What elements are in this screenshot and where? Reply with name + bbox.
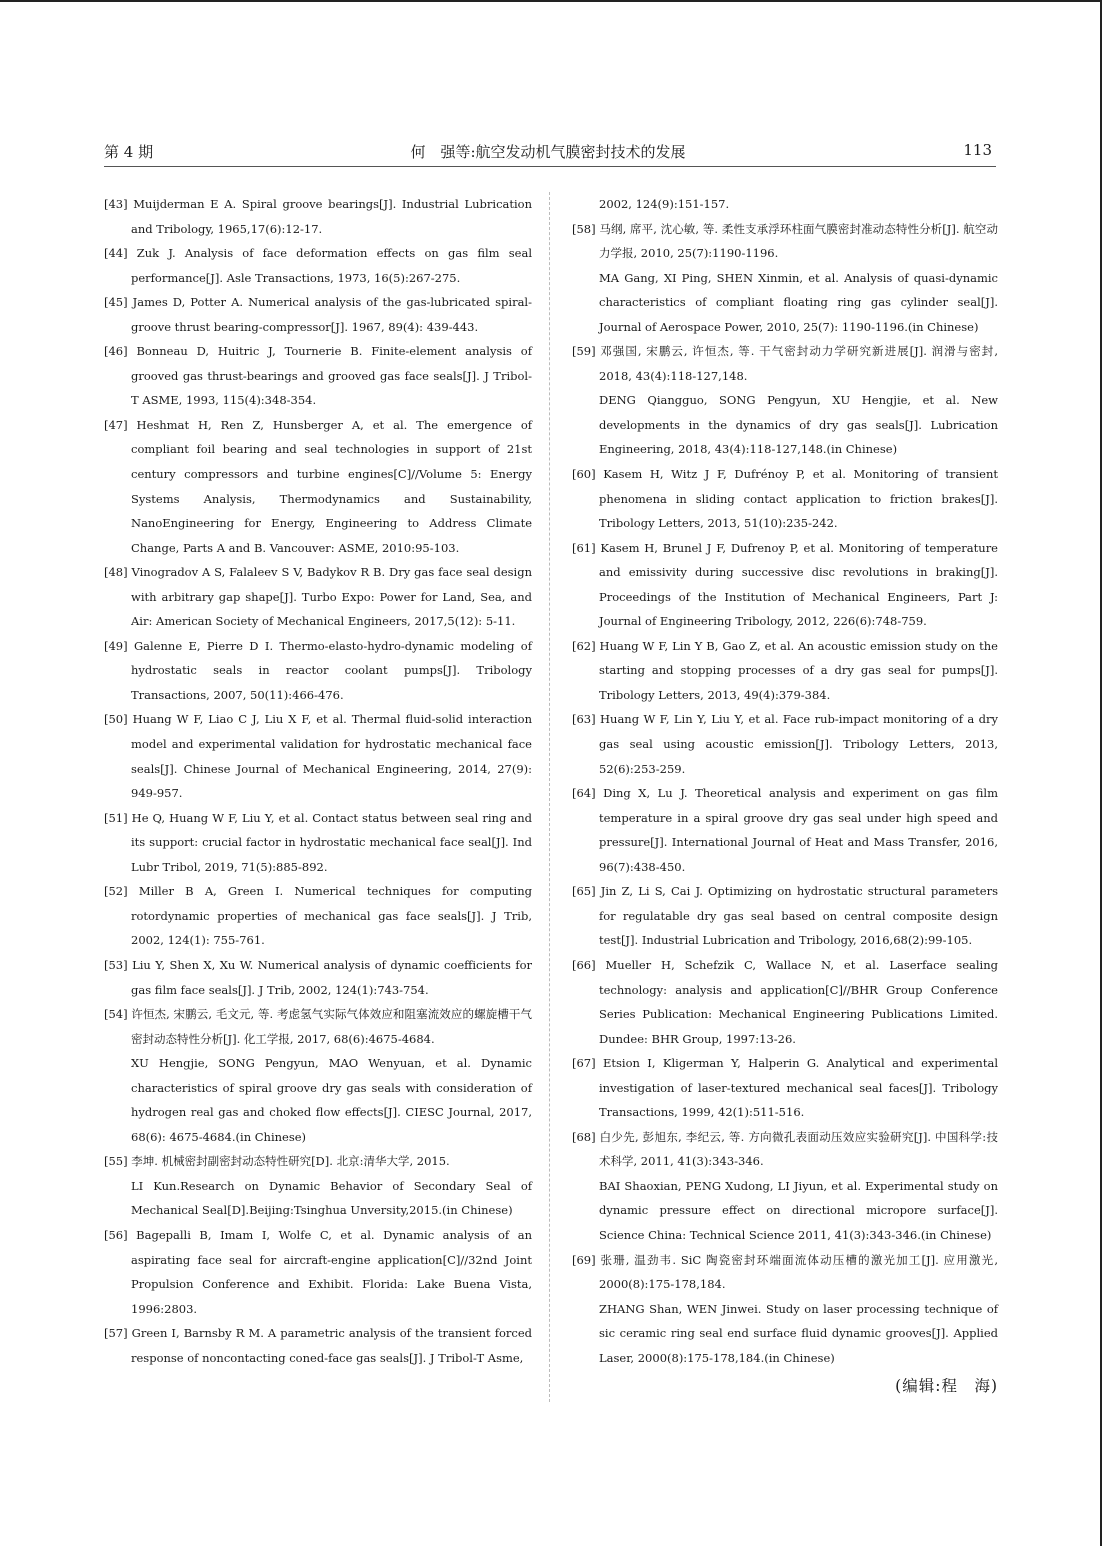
reference-entry: [68] 白少先, 彭旭东, 李纪云, 等. 方向微孔表面动压效应实验研究[J]. 中国科学:技术科学, 2011, 41(3):343-346. xyxy=(572,1129,998,1169)
reference-entry: [43] Muijderman E A. Spiral groove bearings[J]. Industrial Lubrication and Tribology, 1965,17(6):12-17. xyxy=(104,197,532,236)
reference-entry: [48] Vinogradov A S, Falaleev S V, Badykov R B. Dry gas face seal design with arbitrary gap shape[J]. Turbo Expo: Power for Land, Sea, and Air: American Society of Mechanical Engineers, 2017,5(12): 5-11. xyxy=(104,565,532,629)
editor-note: (编辑:程 海) xyxy=(895,1377,998,1396)
reference-entry: [46] Bonneau D, Huitric J, Tournerie B. Finite-element analysis of grooved gas thrust-bearings and grooved gas face seals[J]. J Tribol-T ASME, 1993, 115(4):348-354. xyxy=(104,344,532,408)
page-border-top xyxy=(0,0,1102,2)
article-title: 何 强等:航空发动机气膜密封技术的发展 xyxy=(410,143,686,161)
reference-english-translation: ZHANG Shan, WEN Jinwei. Study on laser processing technique of sic ceramic ring seal end surface fluid dynamic grooves[J]. Applied Laser, 2000(8):175-178,184.(in Chinese) xyxy=(599,1301,998,1365)
reference-english-translation: LI Kun.Research on Dynamic Behavior of Secondary Seal of Mechanical Seal[D].Beijing:Tsinghua Unversity,2015.(in Chinese) xyxy=(131,1178,532,1218)
reference-entry: [64] Ding X, Lu J. Theoretical analysis and experiment on gas film temperature in a spiral groove dry gas seal under high speed and pressure[J]. International Journal of Heat and Mass Transfer, 2016, 96(7):438-450. xyxy=(572,786,998,874)
reference-entry: [69] 张珊, 温劲韦. SiC 陶瓷密封环端面流体动压槽的激光加工[J]. 应用激光, 2000(8):175-178,184. xyxy=(572,1252,998,1292)
references-right-column xyxy=(572,192,998,1399)
reference-entry: [56] Bagepalli B, Imam I, Wolfe C, et al. Dynamic analysis of an aspirating face seal for aircraft-engine application[C]//32nd Joint Propulsion Conference and Exhibit. Florida: Lake Buena Vista, 1996:2803. xyxy=(104,1227,532,1316)
reference-english-translation: XU Hengjie, SONG Pengyun, MAO Wenyuan, et al. Dynamic characteristics of spiral groove dry gas seals with consideration of hydrogen real gas and choked flow effects[J]. CIESC Journal, 2017, 68(6): 4675-4684.(in Chinese) xyxy=(131,1056,532,1144)
reference-entry: [58] 马纲, 席平, 沈心敏, 等. 柔性支承浮环柱面气膜密封准动态特性分析[J]. 航空动力学报, 2010, 25(7):1190-1196. xyxy=(572,221,998,261)
reference-entry: [54] 许恒杰, 宋鹏云, 毛文元, 等. 考虑氢气实际气体效应和阻塞流效应的螺旋槽干气密封动态特性分析[J]. 化工学报, 2017, 68(6):4675-4684. xyxy=(104,1007,532,1046)
reference-entry: [45] James D, Potter A. Numerical analysis of the gas-lubricated spiral-groove thrust bearing-compressor[J]. 1967, 89(4): 439-443. xyxy=(104,295,532,334)
page-number: 113 xyxy=(963,141,992,159)
reference-entry: [57] Green I, Barnsby R M. A parametric analysis of the transient forced response of noncontacting coned-face gas seals[J]. J Tribol-T Asme, xyxy=(104,1326,532,1365)
issue-label: 第 4 期 xyxy=(104,143,154,161)
reference-entry: [55] 李坤. 机械密封副密封动态特性研究[D]. 北京:清华大学, 2015. xyxy=(104,1154,450,1169)
reference-english-translation: BAI Shaoxian, PENG Xudong, LI Jiyun, et al. Experimental study on dynamic pressure effect on directional micropore surface[J]. Science China: Technical Science 2011, 41(3):343-346.(in Chinese) xyxy=(599,1178,998,1242)
reference-entry: [67] Etsion I, Kligerman Y, Halperin G. Analytical and experimental investigation of laser-textured mechanical seal faces[J]. Tribology Transactions, 1999, 42(1):511-516. xyxy=(572,1056,998,1120)
reference-entry: [47] Heshmat H, Ren Z, Hunsberger A, et al. The emergence of compliant foil bearing and seal technologies in support of 21st century compressors and turbine engines[C]//Volume 5: Energy Systems Analysis, Thermodynamics and Sustainability, NanoEngineering for Energy, Engineering to Address Climate Change, Parts A and B. Vancouver: ASME, 2010:95-103. xyxy=(104,417,532,555)
reference-entry: [66] Mueller H, Schefzik C, Wallace N, et al. Laserface sealing technology: analysis and application[C]//BHR Group Conference Series Publication: Mechanical Engineering Publications Limited. Dundee: BHR Group, 1997:13-26. xyxy=(572,957,998,1046)
reference-entry: 2002, 124(9):151-157. xyxy=(599,197,730,211)
reference-entry: [65] Jin Z, Li S, Cai J. Optimizing on hydrostatic structural parameters for regulatable dry gas seal based on central composite design test[J]. Industrial Lubrication and Tribology, 2016,68(2):99-105. xyxy=(572,884,998,948)
reference-entry: [61] Kasem H, Brunel J F, Dufrenoy P, et al. Monitoring of temperature and emissivity during successive disc revolutions in braking[J]. Proceedings of the Institution of Mechanical Engineers, Part J: Journal of Engineering Tribology, 2012, 226(6):748-759. xyxy=(572,540,998,629)
reference-english-translation: MA Gang, XI Ping, SHEN Xinmin, et al. Analysis of quasi-dynamic characteristics of compliant floating ring gas cylinder seal[J]. Journal of Aerospace Power, 2010, 25(7): 1190-1196.(in Chinese) xyxy=(599,270,998,334)
reference-entry: [49] Galenne E, Pierre D I. Thermo-elasto-hydro-dynamic modeling of hydrostatic seals in reactor coolant pumps[J]. Tribology Transactions, 2007, 50(11):466-476. xyxy=(104,638,532,702)
reference-english-translation: DENG Qiangguo, SONG Pengyun, XU Hengjie, et al. New developments in the dynamics of dry gas seals[J]. Lubrication Engineering, 2018, 43(4):118-127,148.(in Chinese) xyxy=(599,393,998,457)
header-rule xyxy=(104,166,996,167)
references-left-column xyxy=(104,192,532,1370)
reference-entry: [51] He Q, Huang W F, Liu Y, et al. Contact status between seal ring and its support: crucial factor in hydrostatic mechanical face seal[J]. Ind Lubr Tribol, 2019, 71(5):885-892. xyxy=(104,810,532,874)
reference-entry: [60] Kasem H, Witz J F, Dufrénoy P, et al. Monitoring of transient phenomena in sliding contact application to friction brakes[J]. Tribology Letters, 2013, 51(10):235-242. xyxy=(572,467,998,531)
column-divider xyxy=(549,192,550,1402)
reference-entry: [52] Miller B A, Green I. Numerical techniques for computing rotordynamic properties of mechanical gas face seals[J]. J Trib, 2002, 124(1): 755-761. xyxy=(104,884,532,948)
reference-entry: [44] Zuk J. Analysis of face deformation effects on gas film seal performance[J]. Asle Transactions, 1973, 16(5):267-275. xyxy=(104,246,532,285)
reference-entry: [50] Huang W F, Liao C J, Liu X F, et al. Thermal fluid-solid interaction model and experimental validation for hydrostatic mechanical face seals[J]. Chinese Journal of Mechanical Engineering, 2014, 27(9): 949-957. xyxy=(104,712,532,801)
reference-entry: [59] 邓强国, 宋鹏云, 许恒杰, 等. 干气密封动力学研究新进展[J]. 润滑与密封, 2018, 43(4):118-127,148. xyxy=(572,344,998,383)
running-header xyxy=(104,141,992,165)
reference-entry: [62] Huang W F, Lin Y B, Gao Z, et al. An acoustic emission study on the starting and stopping processes of a dry gas seal for pumps[J]. Tribology Letters, 2013, 49(4):379-384. xyxy=(572,638,998,702)
reference-entry: [63] Huang W F, Lin Y, Liu Y, et al. Face rub-impact monitoring of a dry gas seal using acoustic emission[J]. Tribology Letters, 2013, 52(6):253-259. xyxy=(572,712,998,776)
reference-entry: [53] Liu Y, Shen X, Xu W. Numerical analysis of dynamic coefficients for gas film face seals[J]. J Trib, 2002, 124(1):743-754. xyxy=(104,957,532,997)
